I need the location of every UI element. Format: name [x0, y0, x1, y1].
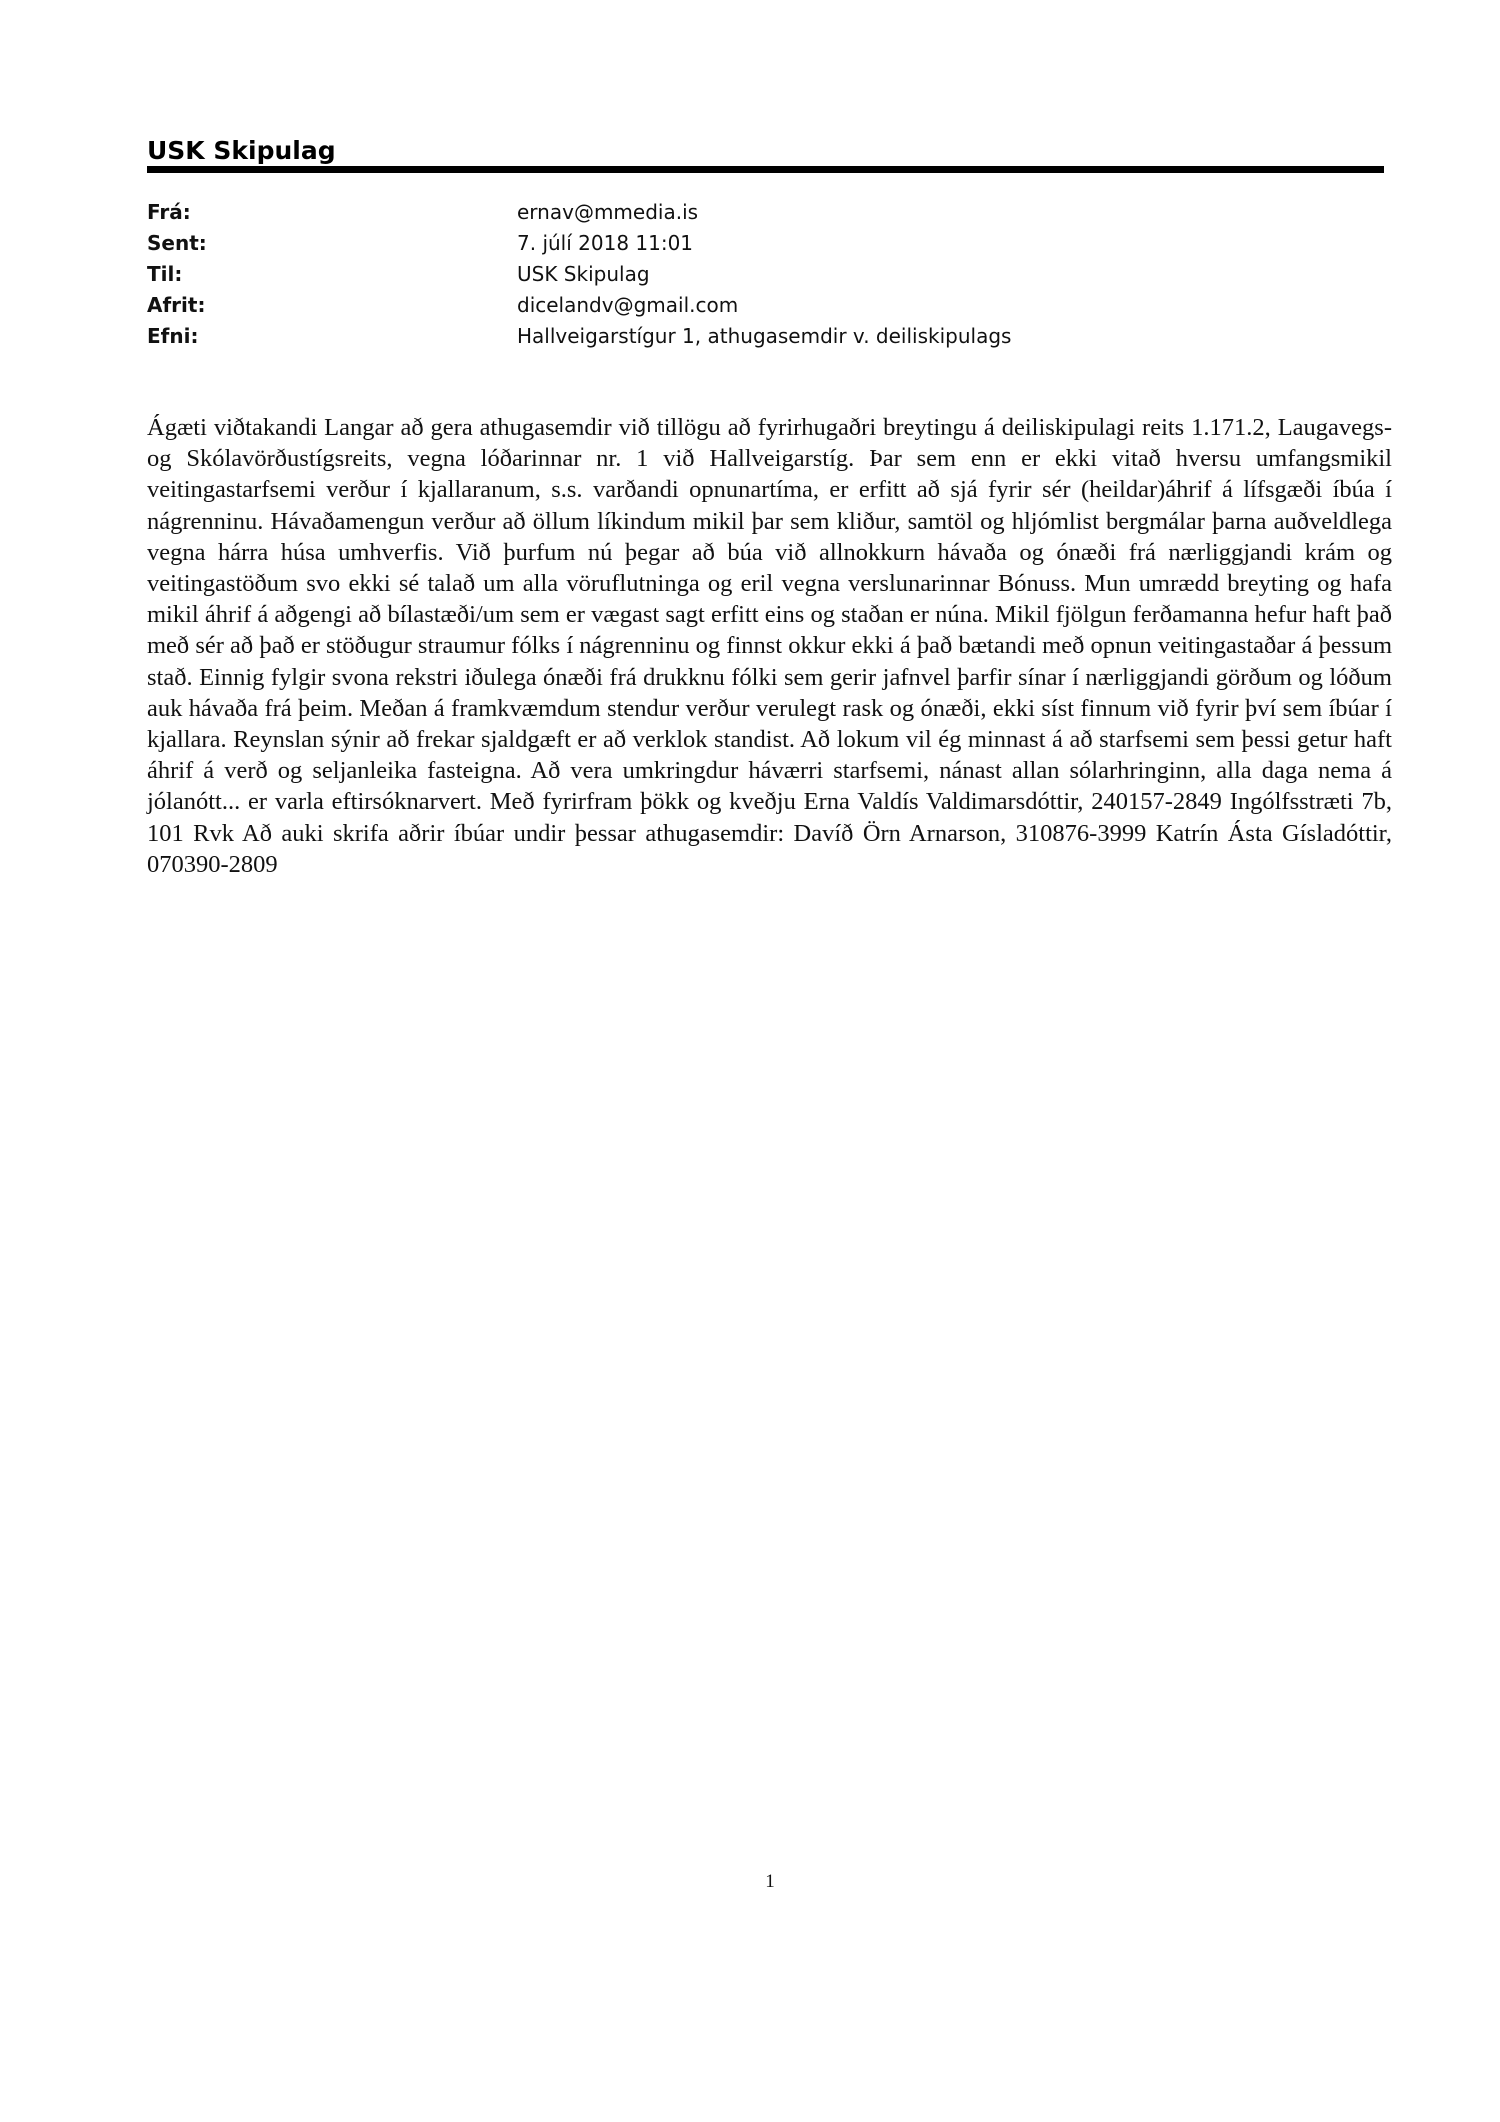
header-row-subject [147, 324, 1011, 355]
from-label: Frá: [147, 200, 191, 224]
page-number: 1 [765, 1871, 775, 1892]
header-rule [147, 166, 1384, 173]
message-body: Ágæti viðtakandi Langar að gera athugasemdir við tillögu að fyrirhugaðri breytingu á deiliskipulagi reits 1.171.2, Laugavegs- og Skólavörðustígsreits, vegna lóðarinnar nr. 1 við Hallveigarstíg. Þar sem enn er ekki vitað hversu umfangsmikil veitingastarfsemi verður í kjallaranum, s.s. varðandi opnunartíma, er erfitt að sjá fyrir sér (heildar)áhrif á lífsgæði íbúa í nágrenninu. Hávaðamengun verður að öllum líkindum mikil þar sem kliður, samtöl og hljómlist bergmálar þarna auðveldlega vegna hárra húsa umhverfis. Við þurfum nú þegar að búa við allnokkurn hávaða og ónæði frá nærliggjandi krám og veitingastöðum svo ekki sé talað um alla vöruflutninga og eril vegna verslunarinnar Bónuss. Mun umrædd breyting og hafa mikil áhrif á aðgengi að bílastæði/um sem er vægast sagt erfitt eins og staðan er núna. Mikil fjölgun ferðamanna hefur haft það með sér að það er stöðugur straumur fólks í nágrenninu og finnst okkur ekki á það bætandi með opnun veitingastaðar á þessum stað. Einnig fylgir svona rekstri iðulega ónæði frá drukknu fólki sem gerir jafnvel þarfir sínar í nærliggjandi görðum og lóðum auk hávaða frá þeim. Meðan á framkvæmdum stendur verður verulegt rask og ónæði, ekki síst finnum við fyrir því sem íbúar í kjallara. Reynslan sýnir að frekar sjaldgæft er að verklok standist. Að lokum vil ég minnast á að starfsemi sem þessi getur haft áhrif á verð og seljanleika fasteigna. Að vera umkringdur háværri starfsemi, nánast allan sólarhringinn, alla daga nema á jólanótt... er varla eftirsóknarvert. Með fyrirfram þökk og kveðju Erna Valdís Valdimarsdóttir, 240157-2849 Ingólfsstræti 7b, 101 Rvk Að auki skrifa aðrir íbúar undir þessar athugasemdir: Davíð Örn Arnarson, 310876-3999 Katrín Ásta Gísladóttir, 070390-2809 [147, 414, 1392, 878]
cc-value: dicelandv@gmail.com [517, 293, 739, 317]
from-value: ernav@mmedia.is [517, 200, 699, 224]
to-value: USK Skipulag [517, 262, 650, 286]
cc-label: Afrit: [147, 293, 206, 317]
header-row-to [147, 262, 1011, 293]
header-row-cc [147, 293, 1011, 324]
subject-label: Efni: [147, 324, 199, 348]
header-row-from [147, 200, 1011, 231]
email-header [147, 200, 1011, 355]
header-row-sent [147, 231, 1011, 262]
sent-label: Sent: [147, 231, 207, 255]
to-label: Til: [147, 262, 183, 286]
sent-value: 7. júlí 2018 11:01 [517, 231, 694, 255]
subject-value: Hallveigarstígur 1, athugasemdir v. deiliskipulags [517, 324, 1012, 348]
mailbox-name: USK Skipulag [147, 136, 336, 165]
